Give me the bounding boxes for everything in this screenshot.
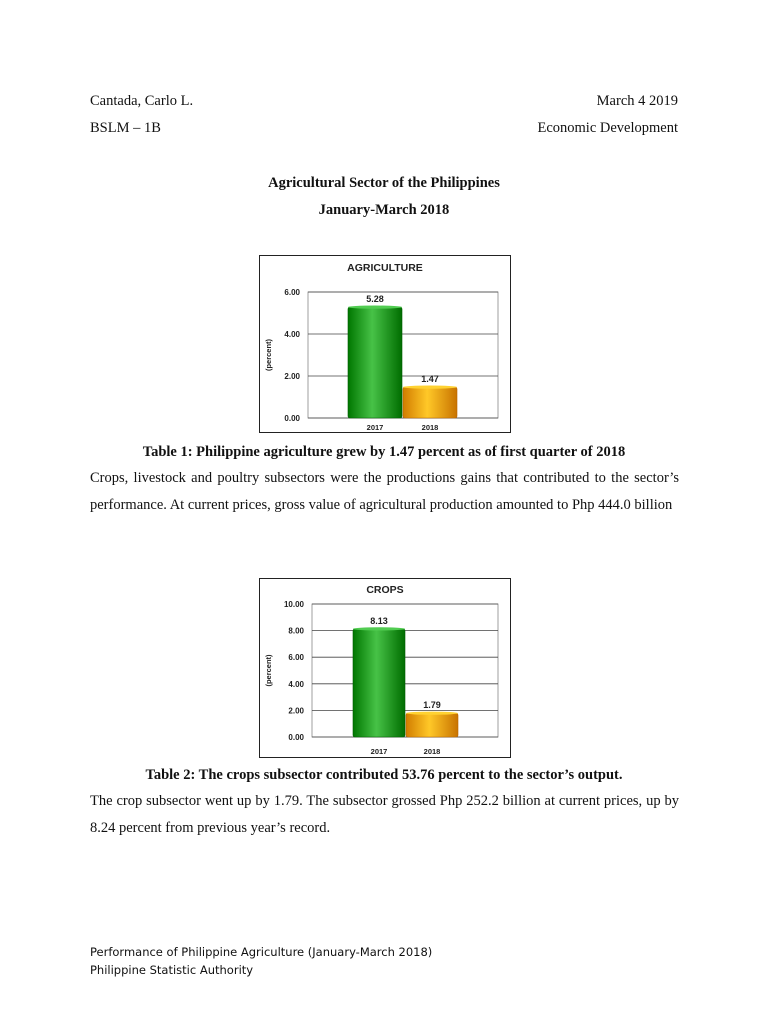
- author-name: Cantada, Carlo L.: [90, 93, 194, 109]
- bar-top: [348, 306, 402, 309]
- y-tick-label: 8.00: [288, 626, 304, 636]
- x-tick-label: 2018: [423, 747, 441, 756]
- footer-source-title: Performance of Philippine Agriculture (January-March 2018): [90, 945, 433, 959]
- table1-caption: Table 1: Philippine agriculture grew by 1.47 percent as of first quarter of 2018: [142, 444, 626, 460]
- document-title: Agricultural Sector of the Philippines: [268, 175, 500, 191]
- x-tick-label: 2017: [366, 423, 384, 432]
- document-subtitle: January-March 2018: [318, 202, 450, 218]
- bar-2017: [353, 629, 405, 737]
- chart-title: CROPS: [366, 584, 404, 596]
- course-subject: Economic Development: [537, 120, 678, 136]
- table1-paragraph: Crops, livestock and poultry subsectors were the productions gains that contributed to the sector’s performance. At current prices, gross value of agricultural production amounted to Php 444.0 billion: [90, 470, 679, 513]
- x-tick-label: 2017: [370, 747, 388, 756]
- bar-2018: [403, 387, 457, 418]
- y-tick-label: 6.00: [288, 653, 304, 663]
- y-tick-label: 2.00: [288, 706, 304, 716]
- crops-chart: [259, 578, 511, 758]
- x-tick-label: 2018: [421, 423, 439, 432]
- bar-top: [403, 386, 457, 389]
- footer-source-org: Philippine Statistic Authority: [90, 963, 254, 977]
- y-tick-label: 2.00: [284, 372, 300, 381]
- crops-chart-svg: [260, 579, 510, 757]
- bar-value-label: 1.79: [423, 700, 441, 711]
- bar-value-label: 8.13: [370, 615, 388, 626]
- document-date: March 4 2019: [596, 93, 678, 109]
- chart-title: AGRICULTURE: [347, 262, 423, 274]
- agriculture-chart: [259, 255, 511, 433]
- bar-2017: [348, 307, 402, 418]
- y-tick-label: 0.00: [288, 733, 304, 742]
- author-section: BSLM – 1B: [90, 120, 161, 136]
- bar-top: [353, 627, 405, 630]
- bar-top: [406, 712, 458, 715]
- y-tick-label: 10.00: [283, 600, 304, 609]
- y-tick-label: 0.00: [284, 414, 300, 423]
- table2-paragraph: The crop subsector went up by 1.79. The subsector grossed Php 252.2 billion at current prices, up by 8.24 percent from previous year’s record.: [90, 793, 679, 836]
- y-tick-label: 4.00: [288, 679, 304, 689]
- y-axis-label: (percent): [264, 338, 273, 372]
- y-tick-label: 6.00: [284, 288, 300, 297]
- bar-value-label: 5.28: [366, 294, 384, 305]
- y-tick-label: 4.00: [284, 330, 300, 339]
- bar-2018: [406, 713, 458, 737]
- y-axis-label: (percent): [264, 654, 273, 687]
- bar-value-label: 1.47: [421, 374, 439, 385]
- agriculture-chart-svg: [260, 256, 510, 432]
- table2-caption: Table 2: The crops subsector contributed 53.76 percent to the sector’s output.: [145, 767, 623, 783]
